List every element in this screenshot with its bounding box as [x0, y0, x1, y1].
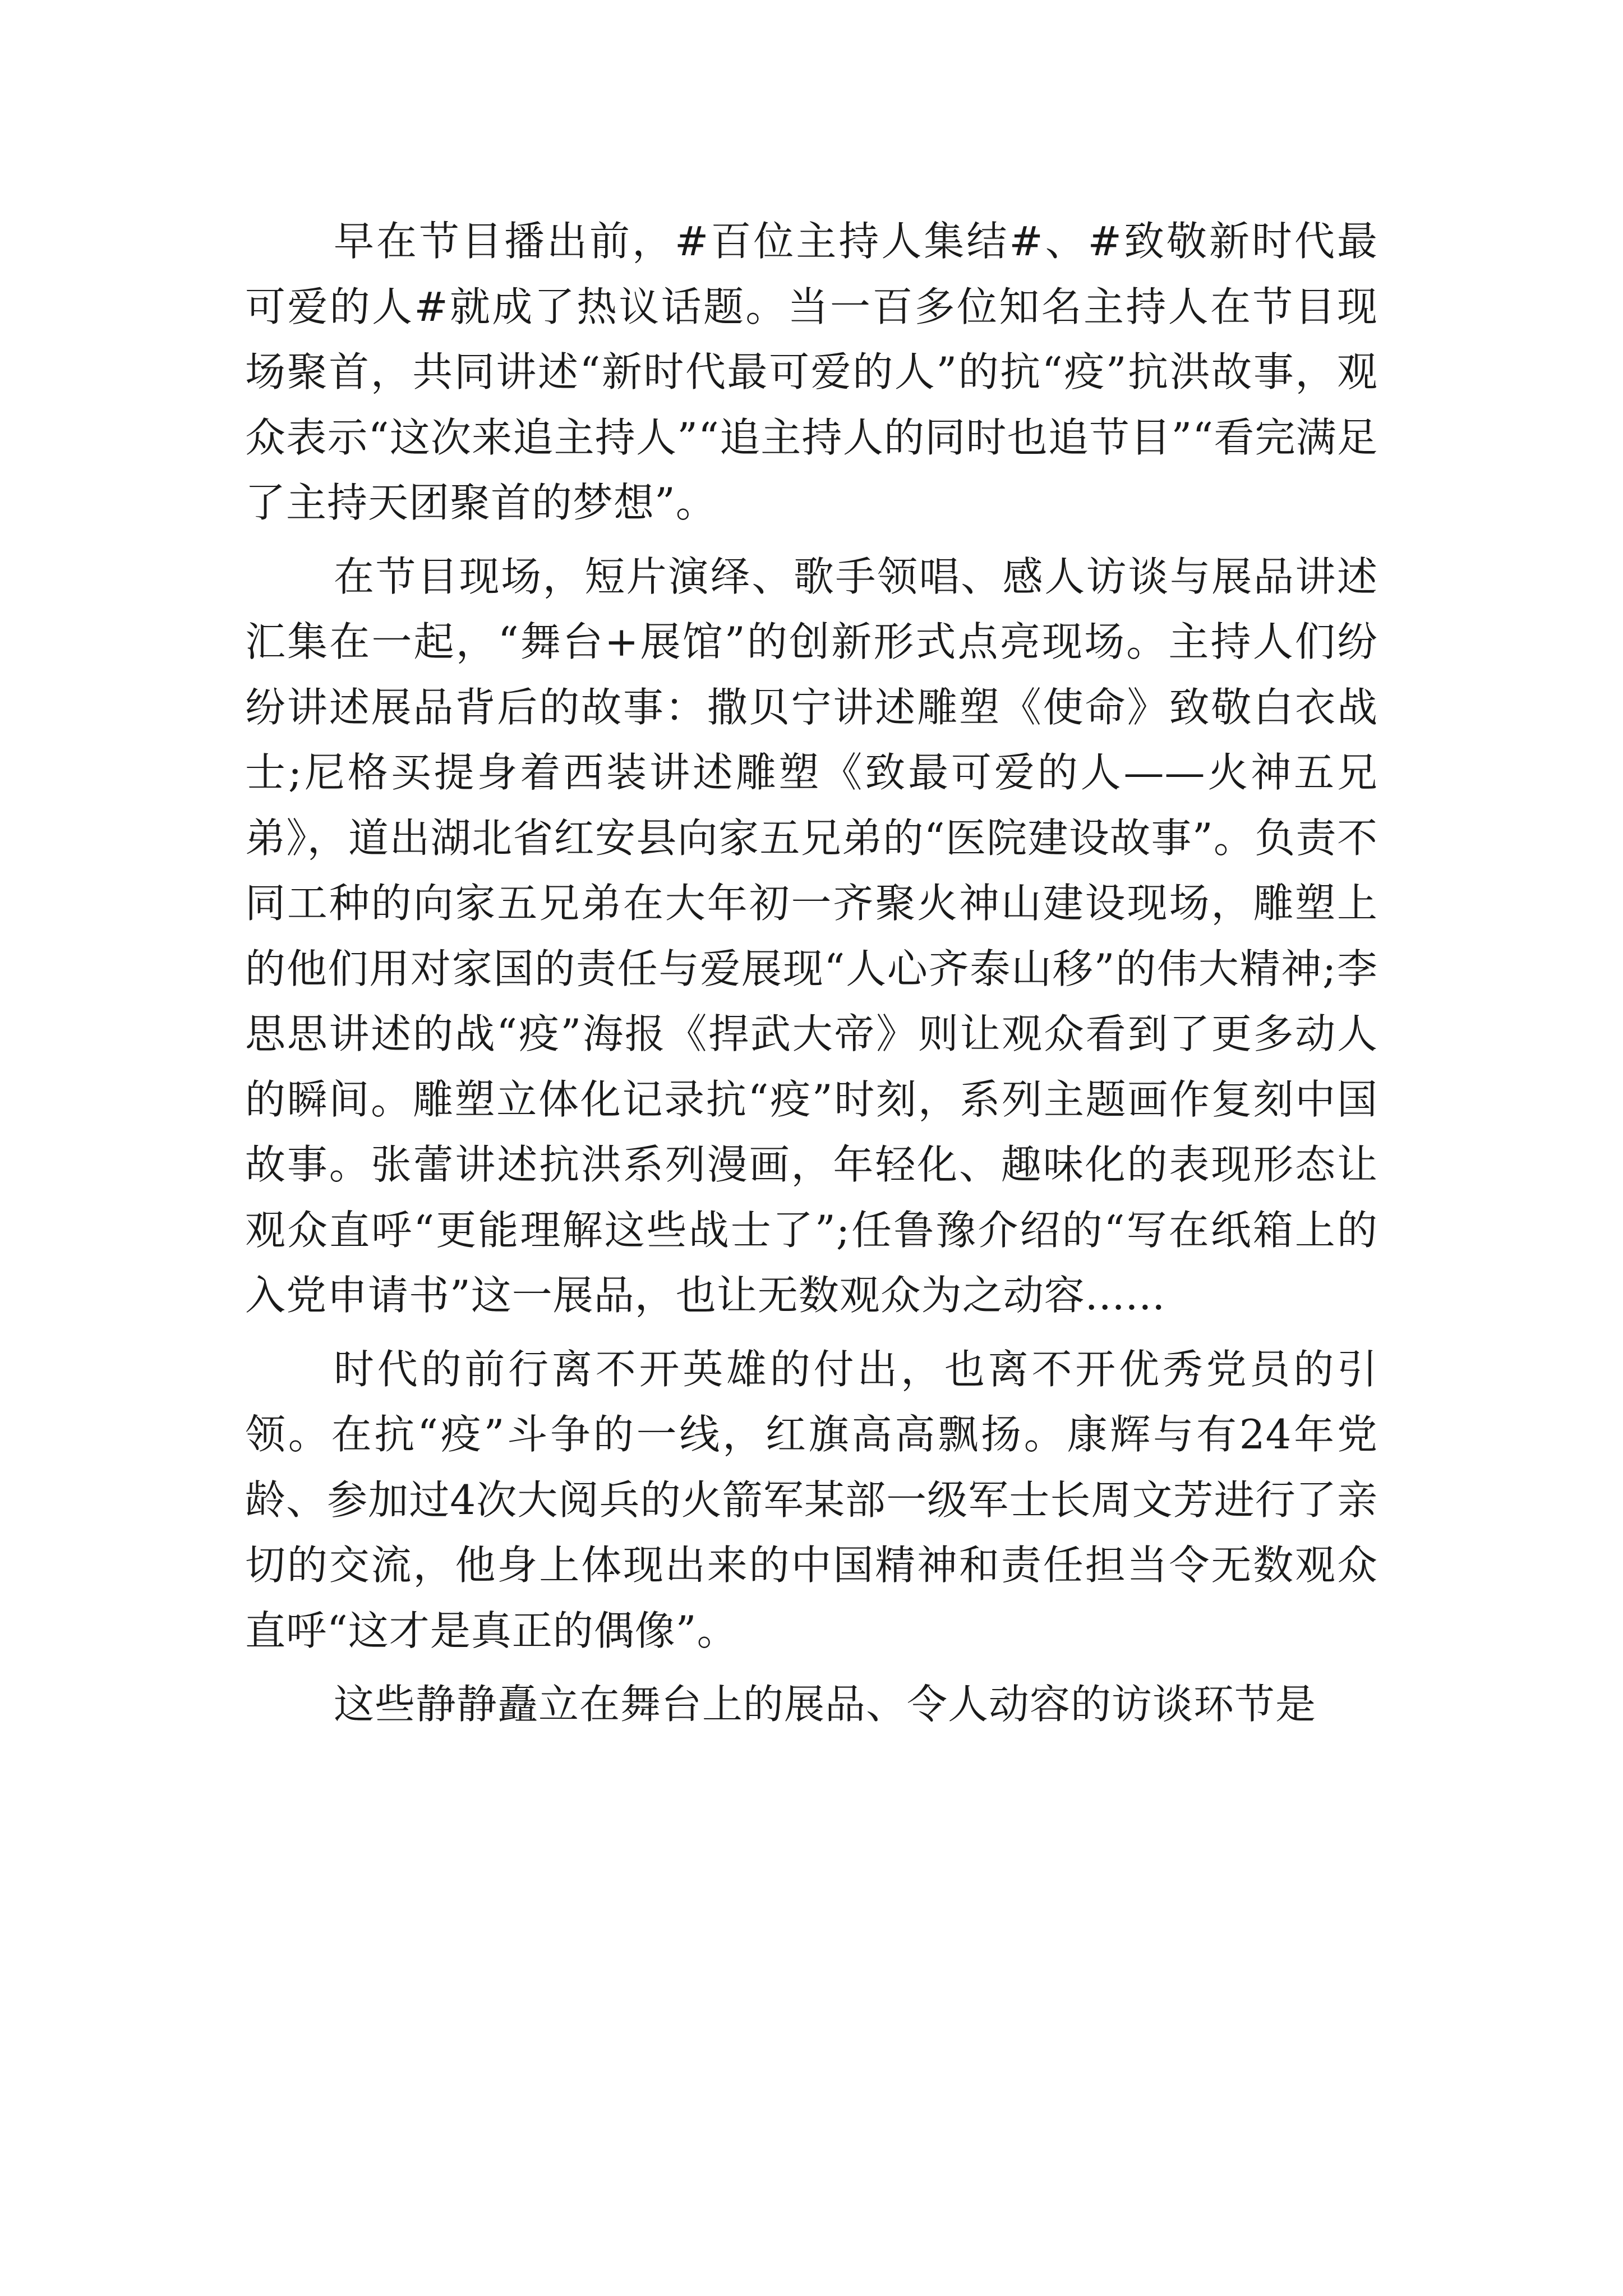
document-body: [245, 209, 1378, 1737]
paragraph-2: 在节目现场，短片演绎、歌手领唱、感人访谈与展品讲述汇集在一起，“舞台+展馆”的创新形式点亮现场。主持人们纷纷讲述展品背后的故事：撒贝宁讲述雕塑《使命》致敬白衣战士;尼格买提身着西装讲述雕塑《致最可爱的人——火神五兄弟》，道出湖北省红安县向家五兄弟的“医院建设故事”。负责不同工种的向家五兄弟在大年初一齐聚火神山建设现场，雕塑上的他们用对家国的责任与爱展现“人心齐泰山移”的伟大精神;李思思讲述的战“疫”海报《捍武大帝》则让观众看到了更多动人的瞬间。雕塑立体化记录抗“疫”时刻，系列主题画作复刻中国故事。张蕾讲述抗洪系列漫画，年轻化、趣味化的表现形态让观众直呼“更能理解这些战士了”;任鲁豫介绍的“写在纸箱上的入党申请书”这一展品，也让无数观众为之动容......: [245, 553, 1378, 1319]
paragraph-4: 这些静静矗立在舞台上的展品、令人动容的访谈环节是: [334, 1681, 1317, 1728]
paragraph-1: 早在节目播出前，#百位主持人集结#、#致敬新时代最可爱的人#就成了热议话题。当一百多位知名主持人在节目现场聚首，共同讲述“新时代最可爱的人”的抗“疫”抗洪故事，观众表示“这次来追主持人”“追主持人的同时也追节目”“看完满足了主持天团聚首的梦想”。: [245, 218, 1378, 526]
paragraph-3: 时代的前行离不开英雄的付出，也离不开优秀党员的引领。在抗“疫”斗争的一线，红旗高高飘扬。康辉与有24年党龄、参加过4次大阅兵的火箭军某部一级军士长周文芳进行了亲切的交流，他身上体现出来的中国精神和责任担当令无数观众直呼“这才是真正的偶像”。: [245, 1345, 1378, 1654]
